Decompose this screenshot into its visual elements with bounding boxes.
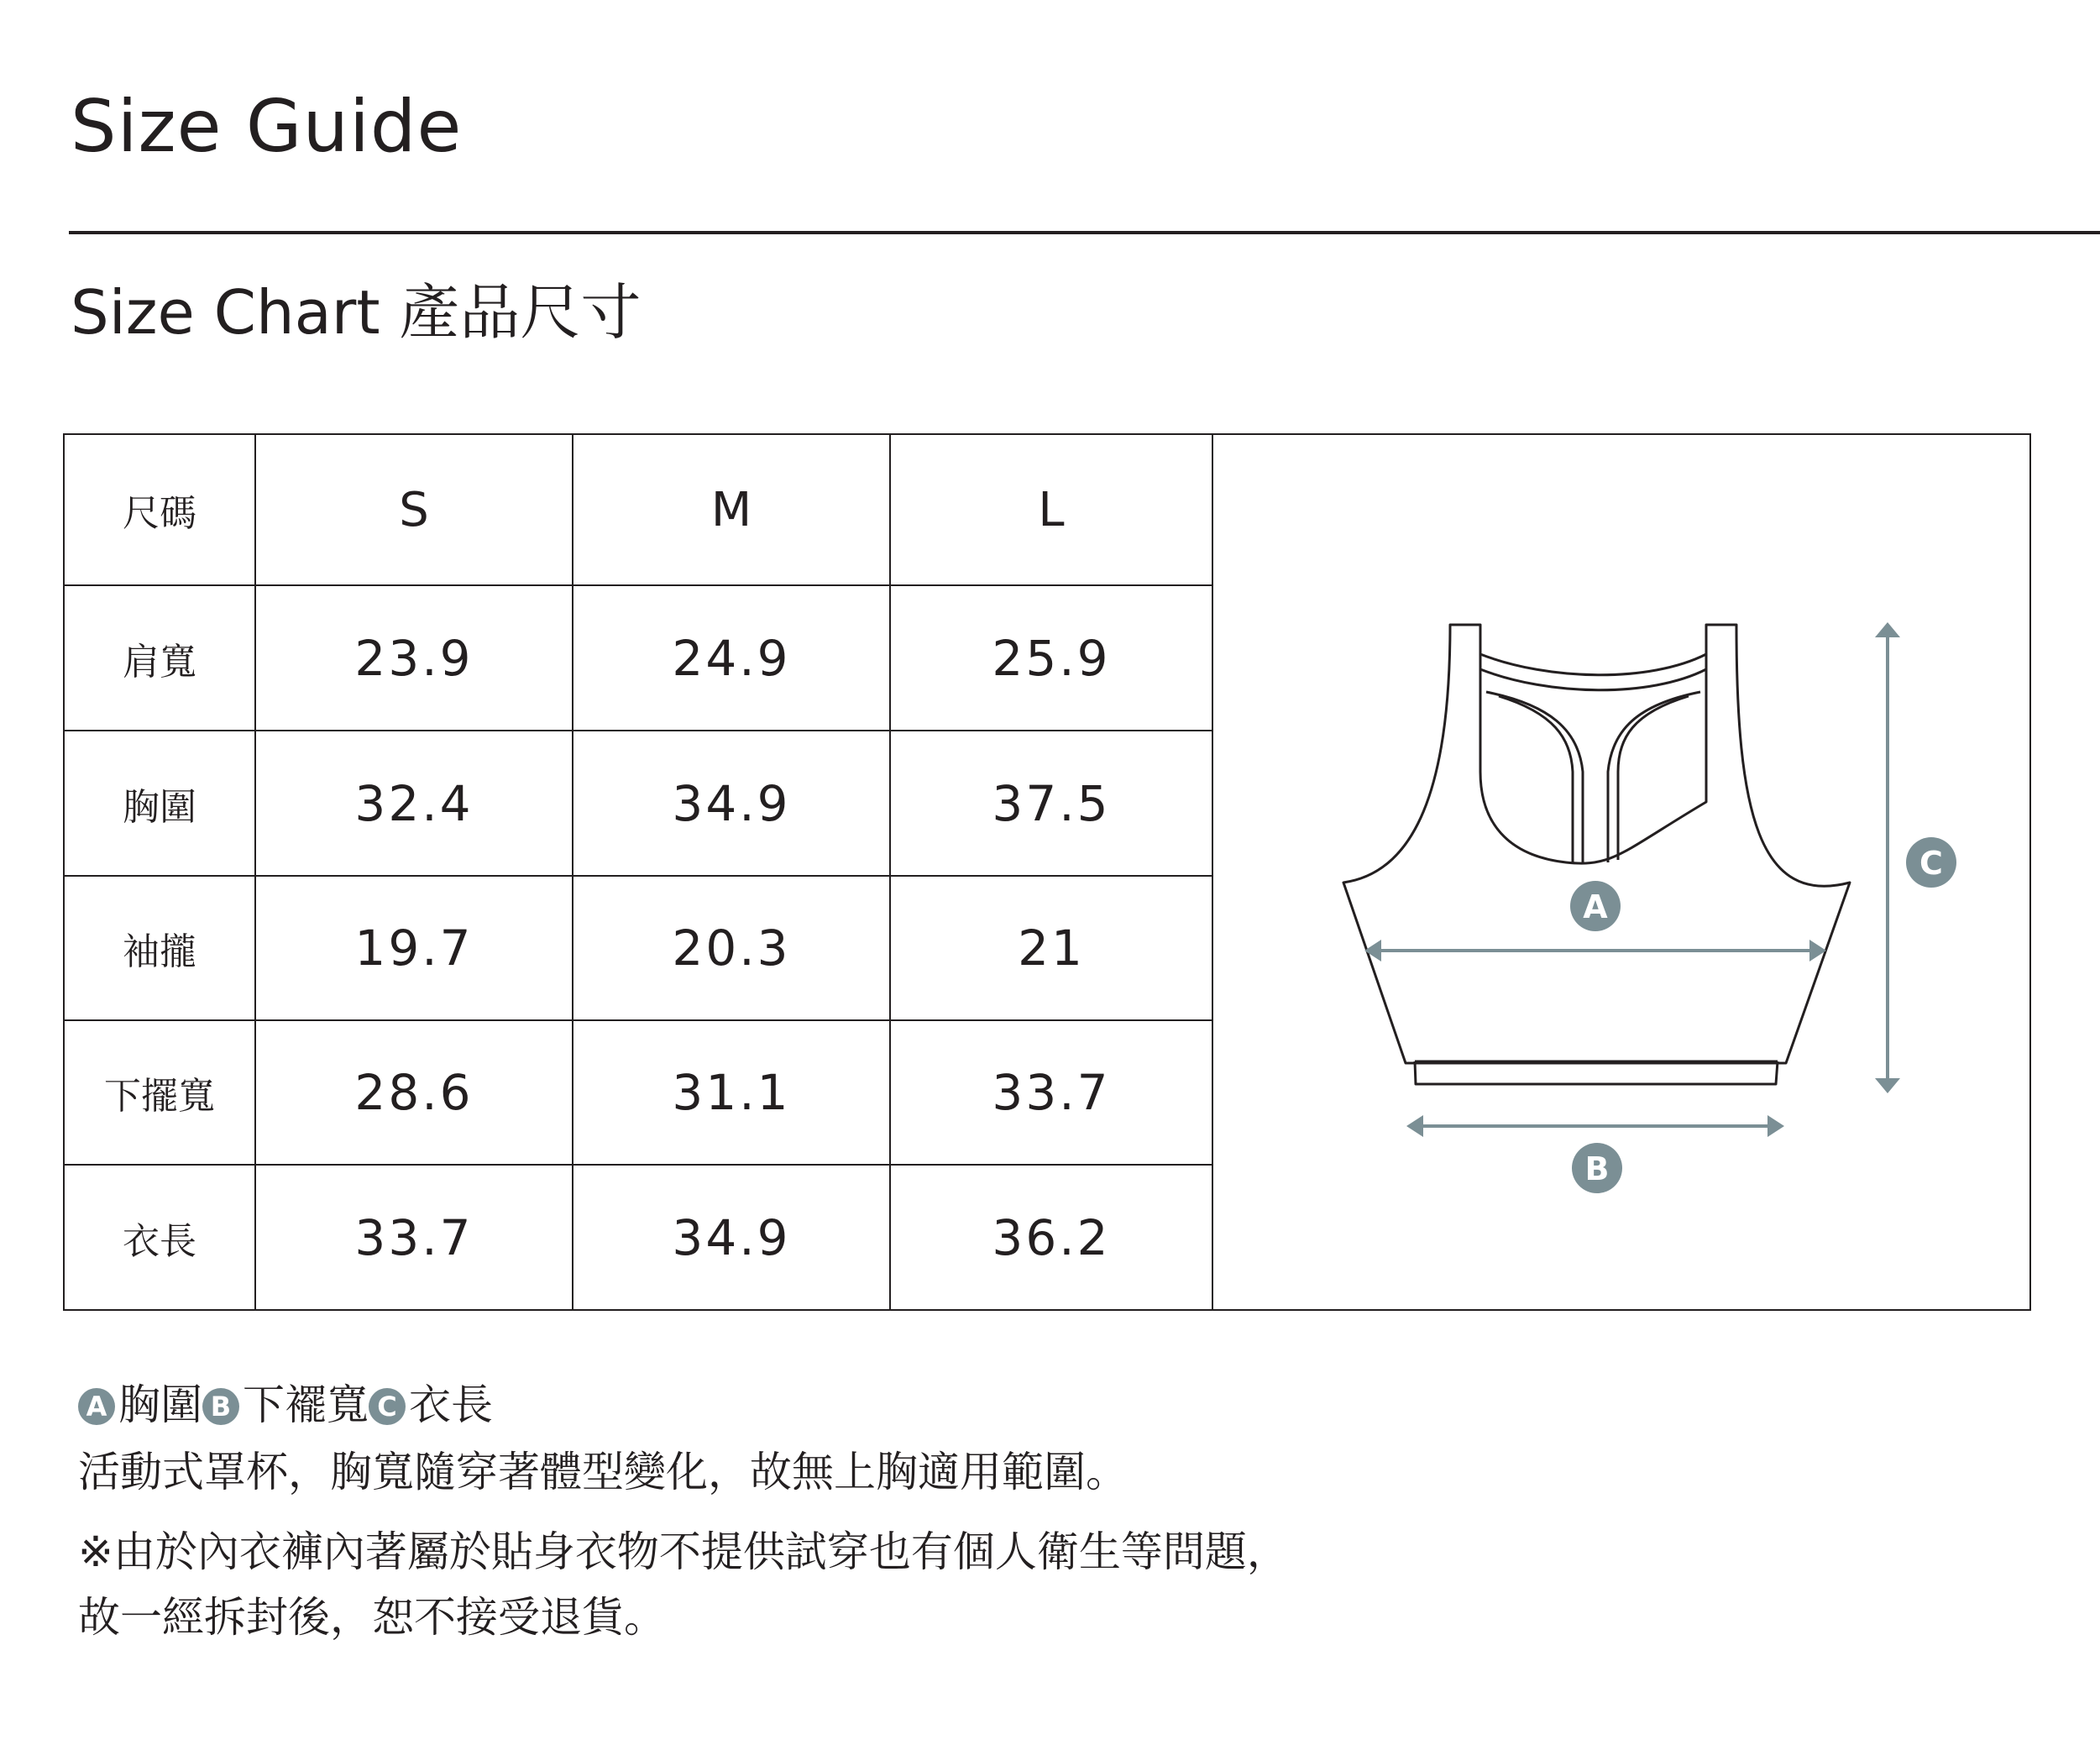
arrow-a-left-head — [1364, 940, 1381, 961]
row-label-length: 衣長 — [64, 1165, 255, 1310]
row-label-armhole: 袖攏 — [64, 876, 255, 1020]
cell-length-m: 34.9 — [573, 1165, 890, 1310]
arrow-b-left-head — [1406, 1115, 1423, 1137]
section-title: Size Chart 產品尺寸 — [71, 277, 642, 348]
back-neckline-inner — [1480, 654, 1706, 675]
cell-armhole-s: 19.7 — [255, 876, 573, 1020]
cell-length-l: 36.2 — [890, 1165, 1212, 1310]
legend-label-b: 下襬寬 — [243, 1381, 369, 1429]
size-chart-table — [63, 433, 2031, 1311]
note-padding: 活動式罩杯，胸寬隨穿著體型變化，故無上胸適用範圍。 — [78, 1448, 1128, 1496]
legend-label-a: 胸圍 — [118, 1381, 202, 1429]
table-header-row — [64, 434, 2030, 585]
size-header-m: M — [573, 434, 890, 585]
legend-marker-b: B — [202, 1388, 239, 1425]
cell-chest-m: 34.9 — [573, 731, 890, 876]
cell-hem-width-m: 31.1 — [573, 1020, 890, 1165]
marker-b — [1572, 1143, 1622, 1193]
size-header-l: L — [890, 434, 1212, 585]
cell-hem-width-l: 33.7 — [890, 1020, 1212, 1165]
garment-diagram-cell — [1212, 434, 2030, 1310]
cell-length-s: 33.7 — [255, 1165, 573, 1310]
measurement-legend — [78, 1375, 493, 1434]
cell-armhole-m: 20.3 — [573, 876, 890, 1020]
cell-shoulder-m: 24.9 — [573, 585, 890, 731]
note-return-policy-line1: ※由於內衣褲內著屬於貼身衣物不提供試穿也有個人衛生等問題， — [78, 1527, 1289, 1576]
racerback-left — [1486, 692, 1583, 864]
marker-c — [1906, 837, 1956, 888]
marker-a-label: A — [1583, 888, 1608, 925]
arrow-c-top-head — [1875, 622, 1900, 637]
legend-marker-a: A — [78, 1388, 115, 1425]
cell-shoulder-l: 25.9 — [890, 585, 1212, 731]
arrow-c-bottom-head — [1875, 1078, 1900, 1093]
racerback-right — [1608, 692, 1700, 862]
racerback-left-inner — [1499, 696, 1573, 862]
row-label-chest: 胸圍 — [64, 731, 255, 876]
marker-b-label: B — [1584, 1150, 1610, 1187]
back-neckline — [1480, 669, 1706, 690]
page-title: Size Guide — [71, 85, 463, 169]
row-label-shoulder: 肩寬 — [64, 585, 255, 731]
marker-a — [1570, 881, 1621, 931]
cell-chest-s: 32.4 — [255, 731, 573, 876]
size-header-label: 尺碼 — [64, 434, 255, 585]
cell-armhole-l: 21 — [890, 876, 1212, 1020]
hem-band — [1415, 1061, 1778, 1084]
cell-shoulder-s: 23.9 — [255, 585, 573, 731]
marker-c-label: C — [1919, 845, 1943, 882]
size-header-s: S — [255, 434, 573, 585]
note-return-policy-line2: 故一經拆封後，恕不接受退貨。 — [78, 1593, 666, 1642]
arrow-b-right-head — [1767, 1115, 1784, 1137]
cell-hem-width-s: 28.6 — [255, 1020, 573, 1165]
cell-chest-l: 37.5 — [890, 731, 1212, 876]
title-divider — [69, 231, 2100, 234]
legend-label-c: 衣長 — [409, 1381, 493, 1429]
garment-diagram — [1213, 436, 2031, 1308]
legend-marker-c: C — [369, 1388, 406, 1425]
row-label-hem-width: 下擺寬 — [64, 1020, 255, 1165]
